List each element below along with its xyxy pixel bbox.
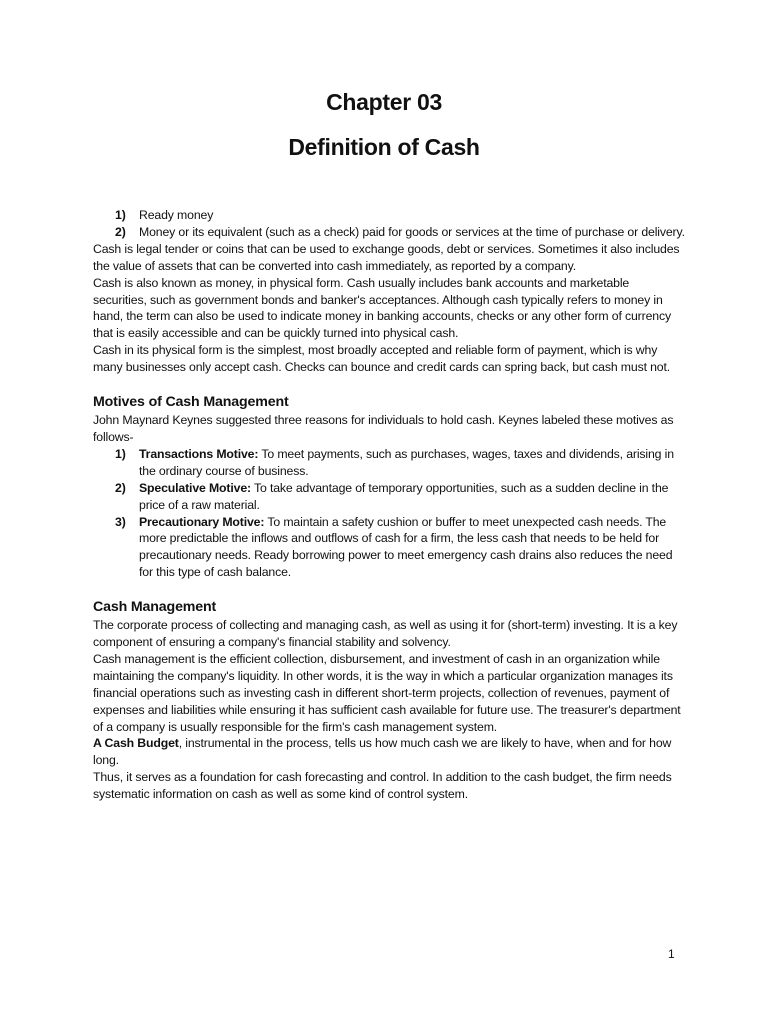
document-body [93, 207, 685, 803]
list-item [93, 446, 685, 480]
motive-label: Precautionary Motive: [139, 514, 265, 529]
paragraph: John Maynard Keynes suggested three reasons for individuals to hold cash. Keynes labeled these motives as follows- [93, 413, 674, 444]
section-heading: Motives of Cash Management [93, 394, 289, 411]
paragraph: Cash is legal tender or coins that can be used to exchange goods, debt or services. Sometimes it also includes the value of assets that can be converted into cash immediately, as reported by a company. [93, 241, 680, 273]
page-number: 1 [668, 947, 675, 961]
paragraph: Cash is also known as money, in physical form. Cash usually includes bank accounts and marketable securities, such as government bonds and banker's acceptances. Although cash typically refers to money in hand, the term can also be used to indicate money in banking accounts, checks or any other form of currency that is easily accessible and can be quickly turned into physical cash. [93, 275, 671, 341]
list-item [93, 514, 685, 582]
chapter-heading: Chapter 03 [326, 89, 442, 115]
list-text: To maintain a safety cushion or buffer to meet unexpected cash needs. The more predictable the inflows and outflows of cash for a firm, the less cash that needs to be held for precautionary needs. Ready borrowing power to meet emergency cash drains also reduces the need for this type of cash balance. [139, 514, 673, 580]
paragraph: The corporate process of collecting and managing cash, as well as using it for (short-term) investing. It is a key component of ensuring a company's financial stability and solvency. [93, 618, 678, 650]
list-number: 2) [115, 480, 126, 495]
list-text: Money or its equivalent (such as a check) paid for goods or services at the time of purchase or delivery. [139, 224, 685, 239]
page-title: Definition of Cash [288, 134, 480, 160]
paragraph-text: , instrumental in the process, tells us how much cash we are likely to have, when and for how long. [93, 736, 672, 768]
motive-label: Speculative Motive: [139, 480, 251, 495]
motive-label: Transactions Motive: [139, 446, 259, 461]
list-text: To meet payments, such as purchases, wages, taxes and dividends, arising in the ordinary course of business. [139, 446, 674, 478]
paragraph: Thus, it serves as a foundation for cash forecasting and control. In addition to the cash budget, the firm needs systematic information on cash as well as some kind of control system. [93, 770, 672, 802]
list-number: 2) [115, 224, 126, 239]
list-number: 1) [115, 446, 126, 461]
definition-list [93, 207, 685, 241]
list-number: 3) [115, 514, 126, 529]
bold-term: A Cash Budget [93, 736, 179, 751]
paragraph [93, 735, 685, 769]
list-text: To take advantage of temporary opportunities, such as a sudden decline in the price of a raw material. [139, 480, 669, 512]
paragraph: Cash in its physical form is the simplest, most broadly accepted and reliable form of payment, which is why many businesses only accept cash. Checks can bounce and credit cards can spring back, but cash must not. [93, 343, 671, 375]
motives-list [93, 446, 685, 581]
list-item [93, 480, 685, 514]
list-number: 1) [115, 208, 126, 222]
section-heading: Cash Management [93, 599, 217, 616]
paragraph: Cash management is the efficient collection, disbursement, and investment of cash in an organization while maintaining the company's liquidity. In other words, it is the way in which a particular organization manages its financial operations such as investing cash in different short-term projects, collection of revenues, payment of expenses and liabilities while ensuring it has sufficient cash available for future use. The treasurer's department of a company is usually responsible for the firm's cash management system. [93, 651, 681, 734]
list-item [93, 207, 685, 224]
list-text: Ready money [139, 208, 214, 222]
list-item [93, 224, 685, 241]
